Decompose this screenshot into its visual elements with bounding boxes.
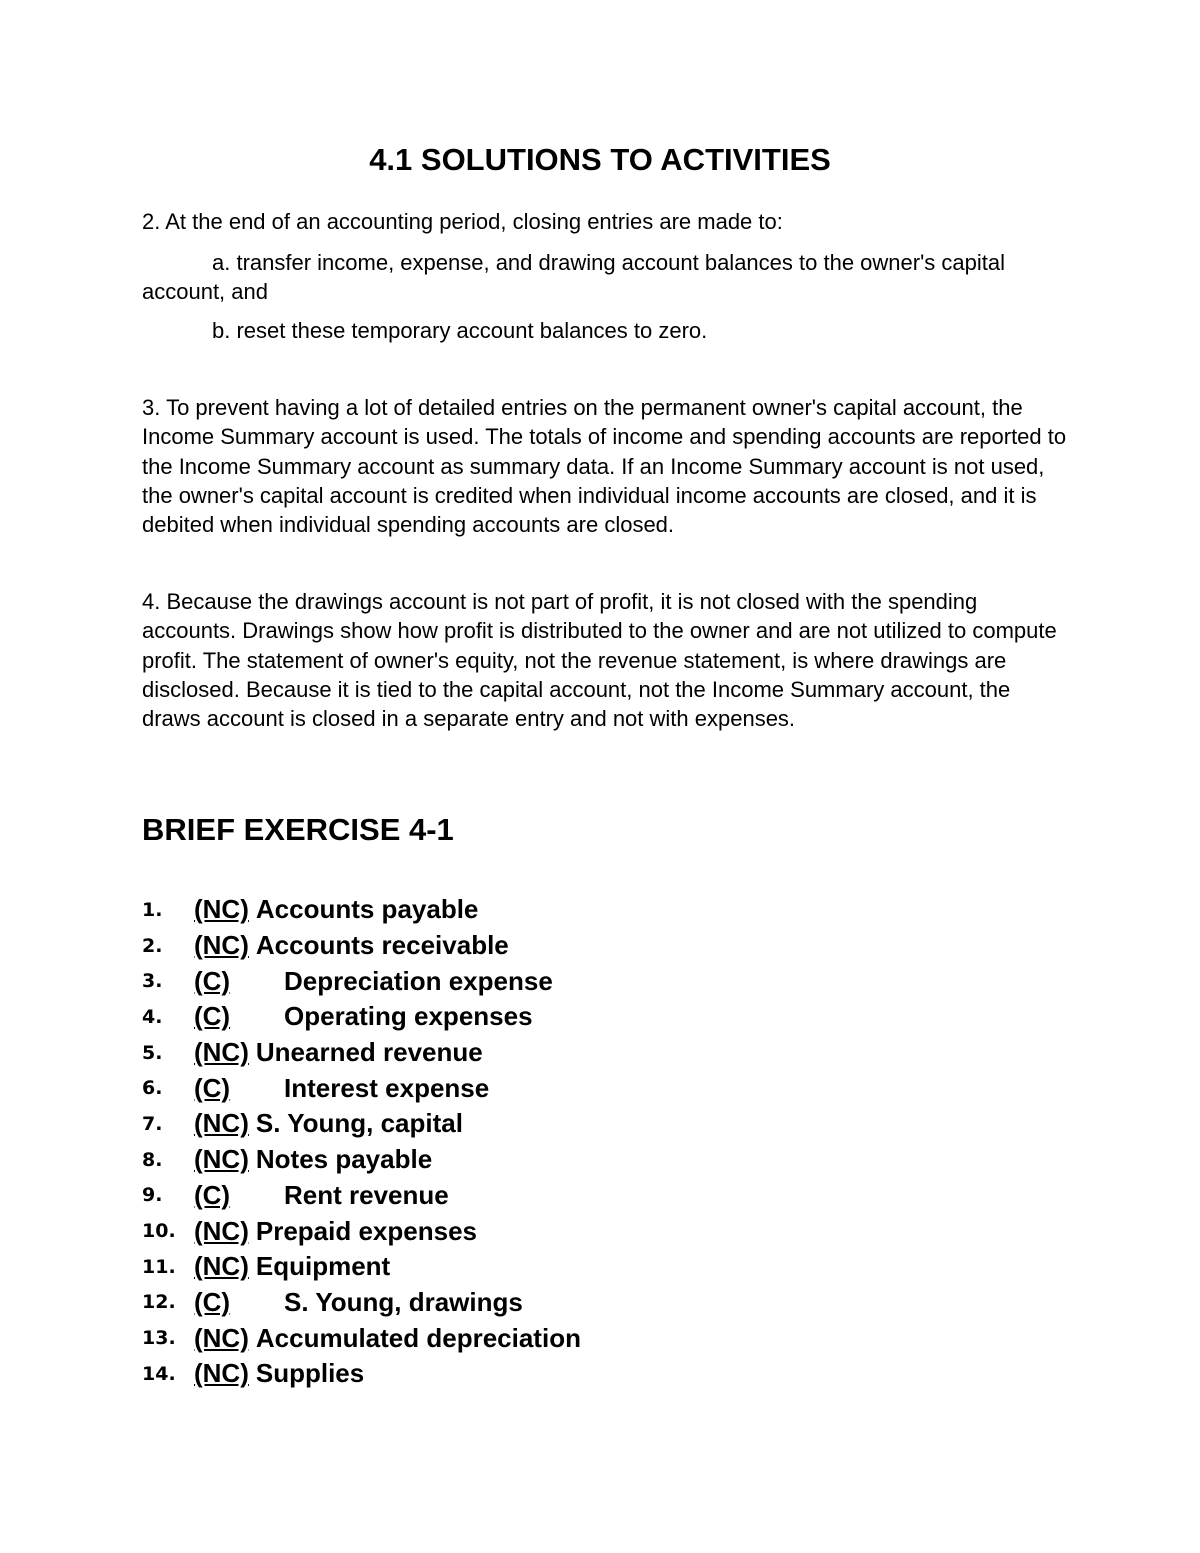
account-name: Equipment [255, 1251, 391, 1282]
closing-code: (C) [194, 1001, 231, 1032]
item-number: 11. [142, 1255, 176, 1278]
list-item [142, 1285, 581, 1321]
account-name: S. Young, capital [255, 1108, 463, 1139]
list-item [142, 963, 581, 999]
account-name: Accounts payable [255, 894, 479, 925]
list-item [142, 1356, 581, 1392]
closing-code: (NC) [194, 894, 249, 925]
item-number: 4. [142, 1005, 163, 1028]
closing-code: (NC) [194, 1251, 249, 1282]
item-number: 9. [142, 1184, 163, 1207]
item-number: 2. [142, 934, 163, 957]
list-item [142, 999, 581, 1035]
account-name: Interest expense [284, 1072, 490, 1103]
list-item [142, 1249, 581, 1285]
item-number: 8. [142, 1148, 163, 1171]
item-number: 6. [142, 1077, 163, 1100]
account-name: Accounts receivable [255, 930, 509, 961]
answer-2-part-b: b. reset these temporary account balances to zero. [212, 318, 708, 343]
item-number: 14. [142, 1362, 176, 1385]
list-item [142, 1106, 581, 1142]
closing-code: (NC) [194, 1322, 249, 1353]
closing-code: (C) [194, 1072, 231, 1103]
account-name: S. Young, drawings [284, 1286, 523, 1317]
account-name: Depreciation expense [284, 965, 553, 996]
closing-code: (NC) [194, 1358, 249, 1389]
closing-code: (C) [194, 1286, 231, 1317]
list-item [142, 928, 581, 964]
brief-exercise-heading: BRIEF EXERCISE 4-1 [142, 812, 454, 847]
account-name: Prepaid expenses [255, 1215, 477, 1246]
item-number: 1. [142, 898, 163, 921]
list-item [142, 1035, 581, 1071]
item-number: 7. [142, 1112, 163, 1135]
brief-exercise-list [142, 892, 581, 1392]
list-item [142, 1070, 581, 1106]
answer-3: 3. To prevent having a lot of detailed entries on the permanent owner's capital account, the Income Summary account is used. The totals of income and spending accounts are reported to the Income Summary account as summary data. If an Income Summary account is not used, the owner's capital account is credited when individual income accounts are closed, and it is debited when individual spending accounts are closed. [142, 395, 1067, 538]
item-number: 3. [142, 970, 163, 993]
answer-2-intro: 2. At the end of an accounting period, closing entries are made to: [142, 209, 783, 234]
closing-code: (NC) [194, 930, 249, 961]
list-item [142, 1178, 581, 1214]
closing-code: (C) [194, 1179, 231, 1210]
item-number: 10. [142, 1220, 176, 1243]
closing-code: (NC) [194, 1108, 249, 1139]
closing-code: (C) [194, 965, 231, 996]
account-name: Rent revenue [284, 1179, 449, 1210]
closing-code: (NC) [194, 1144, 249, 1175]
list-item [142, 1142, 581, 1178]
account-name: Accumulated depreciation [255, 1322, 581, 1353]
closing-code: (NC) [194, 1215, 249, 1246]
account-name: Operating expenses [284, 1001, 533, 1032]
answer-2-part-a: a. transfer income, expense, and drawing account balances to the owner's capital account, and [142, 250, 1005, 305]
account-name: Supplies [255, 1358, 365, 1389]
list-item [142, 1213, 581, 1249]
item-number: 12. [142, 1291, 176, 1314]
account-name: Unearned revenue [255, 1037, 483, 1068]
page-title: 4.1 SOLUTIONS TO ACTIVITIES [369, 142, 831, 177]
list-item [142, 892, 581, 928]
account-name: Notes payable [255, 1144, 433, 1175]
closing-code: (NC) [194, 1037, 249, 1068]
item-number: 5. [142, 1041, 163, 1064]
item-number: 13. [142, 1327, 176, 1350]
answer-4: 4. Because the drawings account is not part of profit, it is not closed with the spending accounts. Drawings show how profit is distributed to the owner and are not utilized to compute profit. The statement of owner's equity, not the revenue statement, is where drawings are disclosed. Because it is tied to the capital account, not the Income Summary account, the draws account is closed in a separate entry and not with expenses. [142, 589, 1057, 732]
list-item [142, 1320, 581, 1356]
